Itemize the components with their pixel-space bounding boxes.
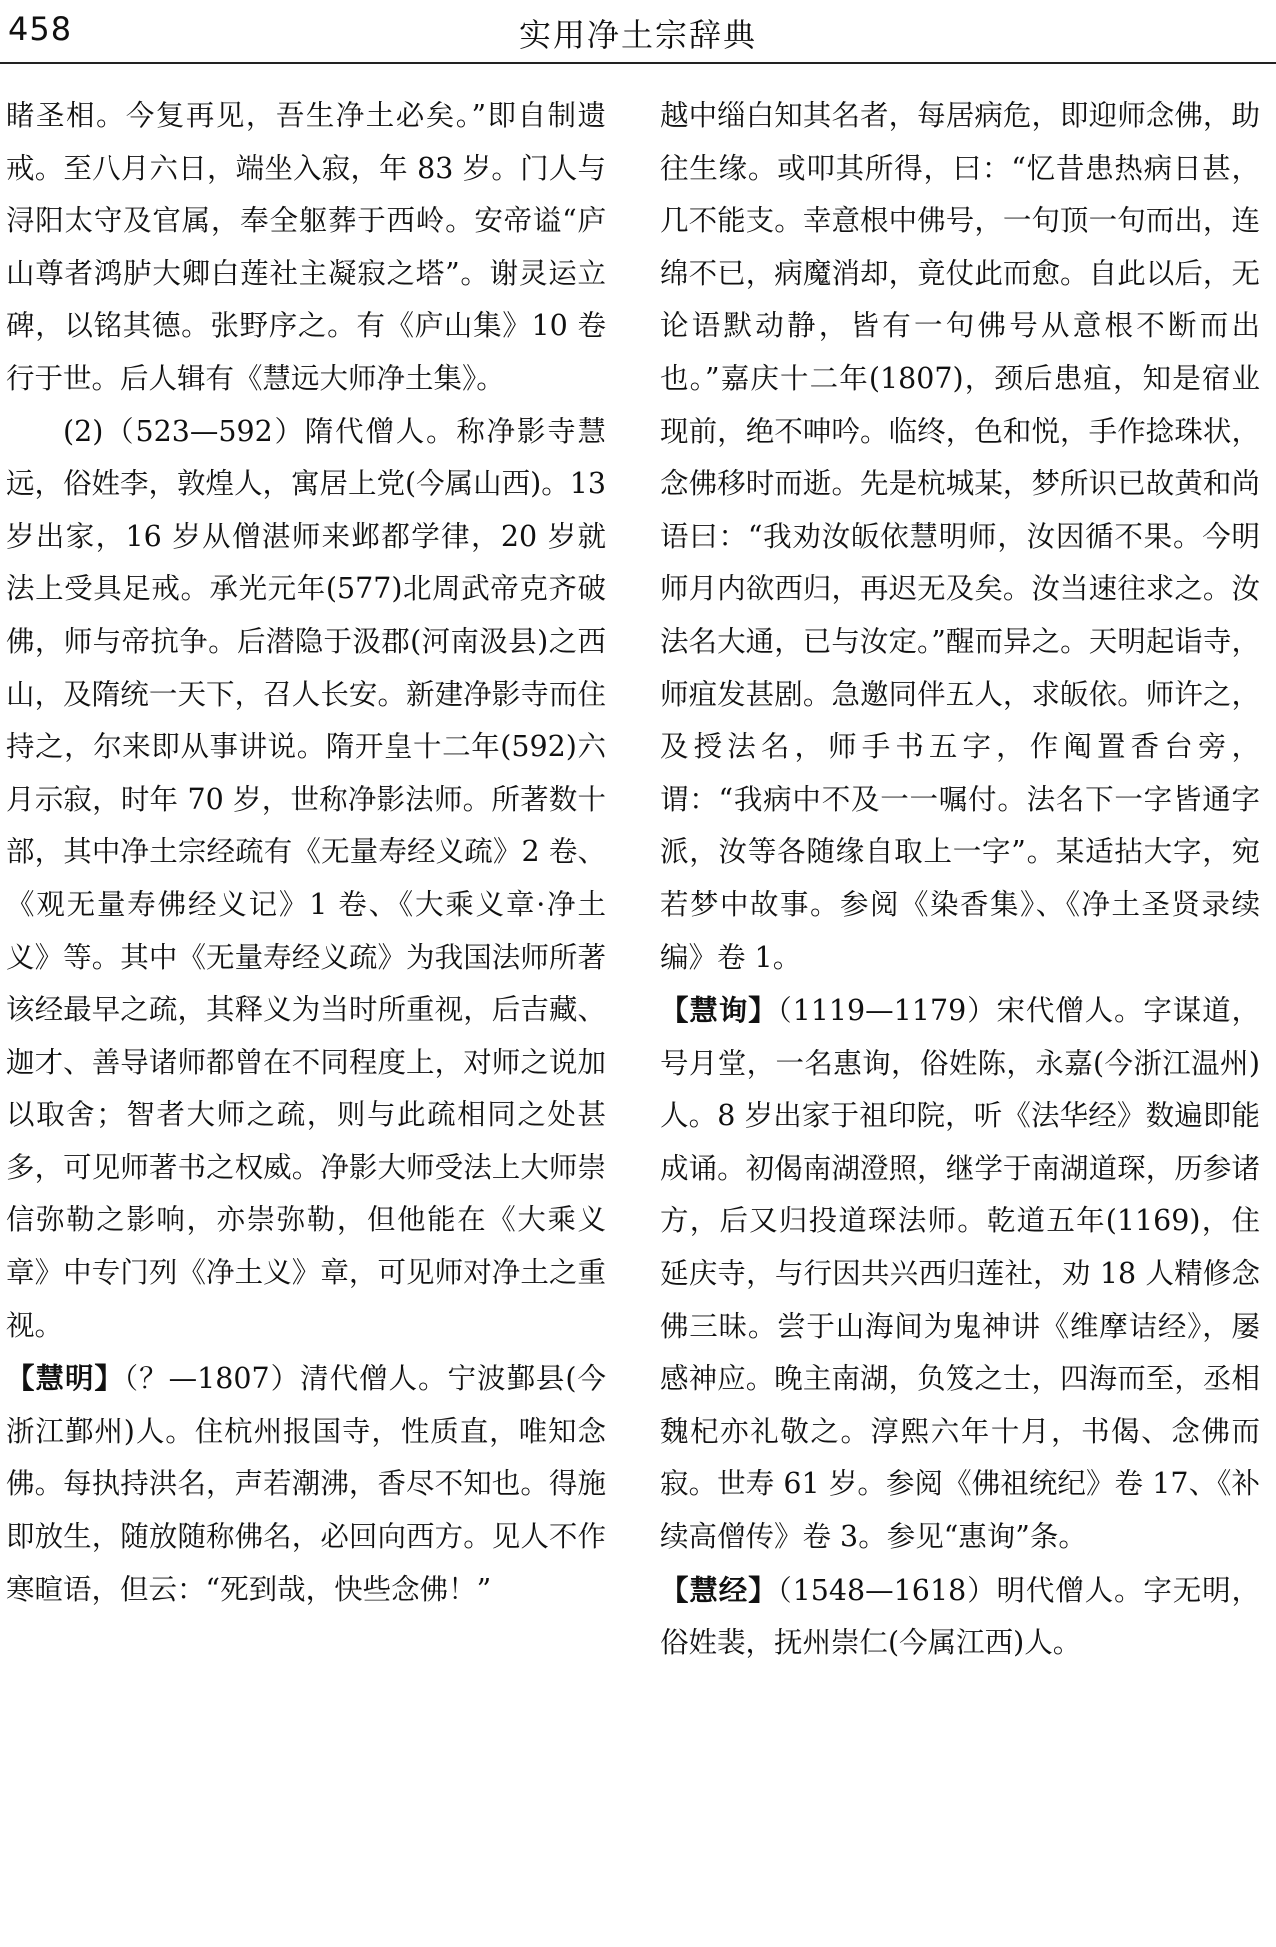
entry-huijing: [660, 1564, 1260, 1670]
entry-body: （1119—1179）宋代僧人。字谋道，号月堂，一名惠询，俗姓陈，永嘉(今浙江温州)人。8 岁出家于祖印院，听《法华经》数遍即能成诵。初偈南湖澄照，继学于南湖道琛，历参诸方，后又归投道琛法师。乾道五年(1169)，住延庆寺，与行因共兴西归莲社，劝 18 人精修念佛三昧。尝于山海间为鬼神讲《维摩诘经》，屡感神应。晚主南湖，负笈之士，四海而至，丞相魏杞亦礼敬之。淳熙六年十月，书偈、念佛而寂。世寿 61 岁。参阅《佛祖统纪》卷 17、《补续高僧传》卷 3。参见“惠询”条。: [660, 994, 1260, 1554]
running-title: 实用净土宗辞典: [518, 16, 757, 54]
right-column: [660, 90, 1260, 1930]
entry-body: （？—1807）清代僧人。宁波鄞县(今浙江鄞州)人。住杭州报国寺，性质直，唯知念佛。每执持洪名，声若潮沸，香尽不知也。得施即放生，随放随称佛名，必回向西方。见人不作寒暄语，但云：“死到哉，快些念佛！”: [6, 1362, 606, 1606]
entry-huiming: [6, 1352, 606, 1616]
header-rule: [0, 62, 1276, 64]
entry-headword: 【慧经】: [660, 1572, 778, 1607]
page-number: 458: [8, 10, 73, 48]
entry-huixun: [660, 984, 1260, 1564]
entry-headword: 【慧明】: [6, 1361, 124, 1396]
entry-headword: 【慧询】: [660, 993, 778, 1028]
page-header: [0, 0, 1276, 80]
continuation-paragraph: 越中缁白知其名者，每居病危，即迎师念佛，助往生缘。或叩其所得，曰：“忆昔患热病日甚，几不能支。幸意根中佛号，一句顶一句而出，连绵不已，病魔消却，竟仗此而愈。自此以后，无论语默动静，皆有一句佛号从意根不断而出也。”嘉庆十二年(1807)，颈后患疽，知是宿业现前，绝不呻吟。临终，色和悦，手作捻珠状，念佛移时而逝。先是杭城某，梦所识已故黄和尚语曰：“我劝汝皈依慧明师，汝因循不果。今明师月内欲西归，再迟无及矣。汝当速往求之。汝法名大通，已与汝定。”醒而异之。天明起诣寺，师疽发甚剧。急邀同伴五人，求皈依。师许之，及授法名，师手书五字，作阄置香台旁，谓：“我病中不及一一嘱付。法名下一字皆通字派，汝等各随缘自取上一字”。某适拈大字，宛若梦中故事。参阅《染香集》、《净土圣贤录续编》卷 1。: [660, 99, 1260, 974]
sub-entry-paragraph: (2)（523—592）隋代僧人。称净影寺慧远，俗姓李，敦煌人，寓居上党(今属山西)。13 岁出家，16 岁从僧湛师来邺都学律，20 岁就法上受具足戒。承光元年(577)北周武帝克齐破佛，师与帝抗争。后潜隐于汲郡(河南汲县)之西山，及隋统一天下，召人长安。新建净影寺而住持之，尔来即从事讲说。隋开皇十二年(592)六月示寂，时年 70 岁，世称净影法师。所著数十部，其中净土宗经疏有《无量寿经义疏》2 卷、《观无量寿佛经义记》1 卷、《大乘义章·净土义》等。其中《无量寿经义疏》为我国法师所著该经最早之疏，其释义为当时所重视，后吉藏、迦才、善导诸师都曾在不同程度上，对师之说加以取舍；智者大师之疏，则与此疏相同之处甚多，可见师著书之权威。净影大师受法上大师崇信弥勒之影响，亦崇弥勒，但他能在《大乘义章》中专门列《净土义》章，可见师对净土之重视。: [6, 414, 606, 1342]
left-column: [6, 90, 606, 1930]
entry-body: （1548—1618）明代僧人。字无明，俗姓裴，抚州崇仁(今属江西)人。: [660, 1573, 1260, 1660]
continuation-paragraph: 睹圣相。今复再见，吾生净土必矣。”即自制遗戒。至八月六日，端坐入寂，年 83 岁。门人与浔阳太守及官属，奉全躯葬于西岭。安帝谥“庐山尊者鸿胪大卿白莲社主凝寂之塔”。谢灵运立碑，以铭其德。张野序之。有《庐山集》10 卷行于世。后人辑有《慧远大师净土集》。: [6, 99, 606, 395]
